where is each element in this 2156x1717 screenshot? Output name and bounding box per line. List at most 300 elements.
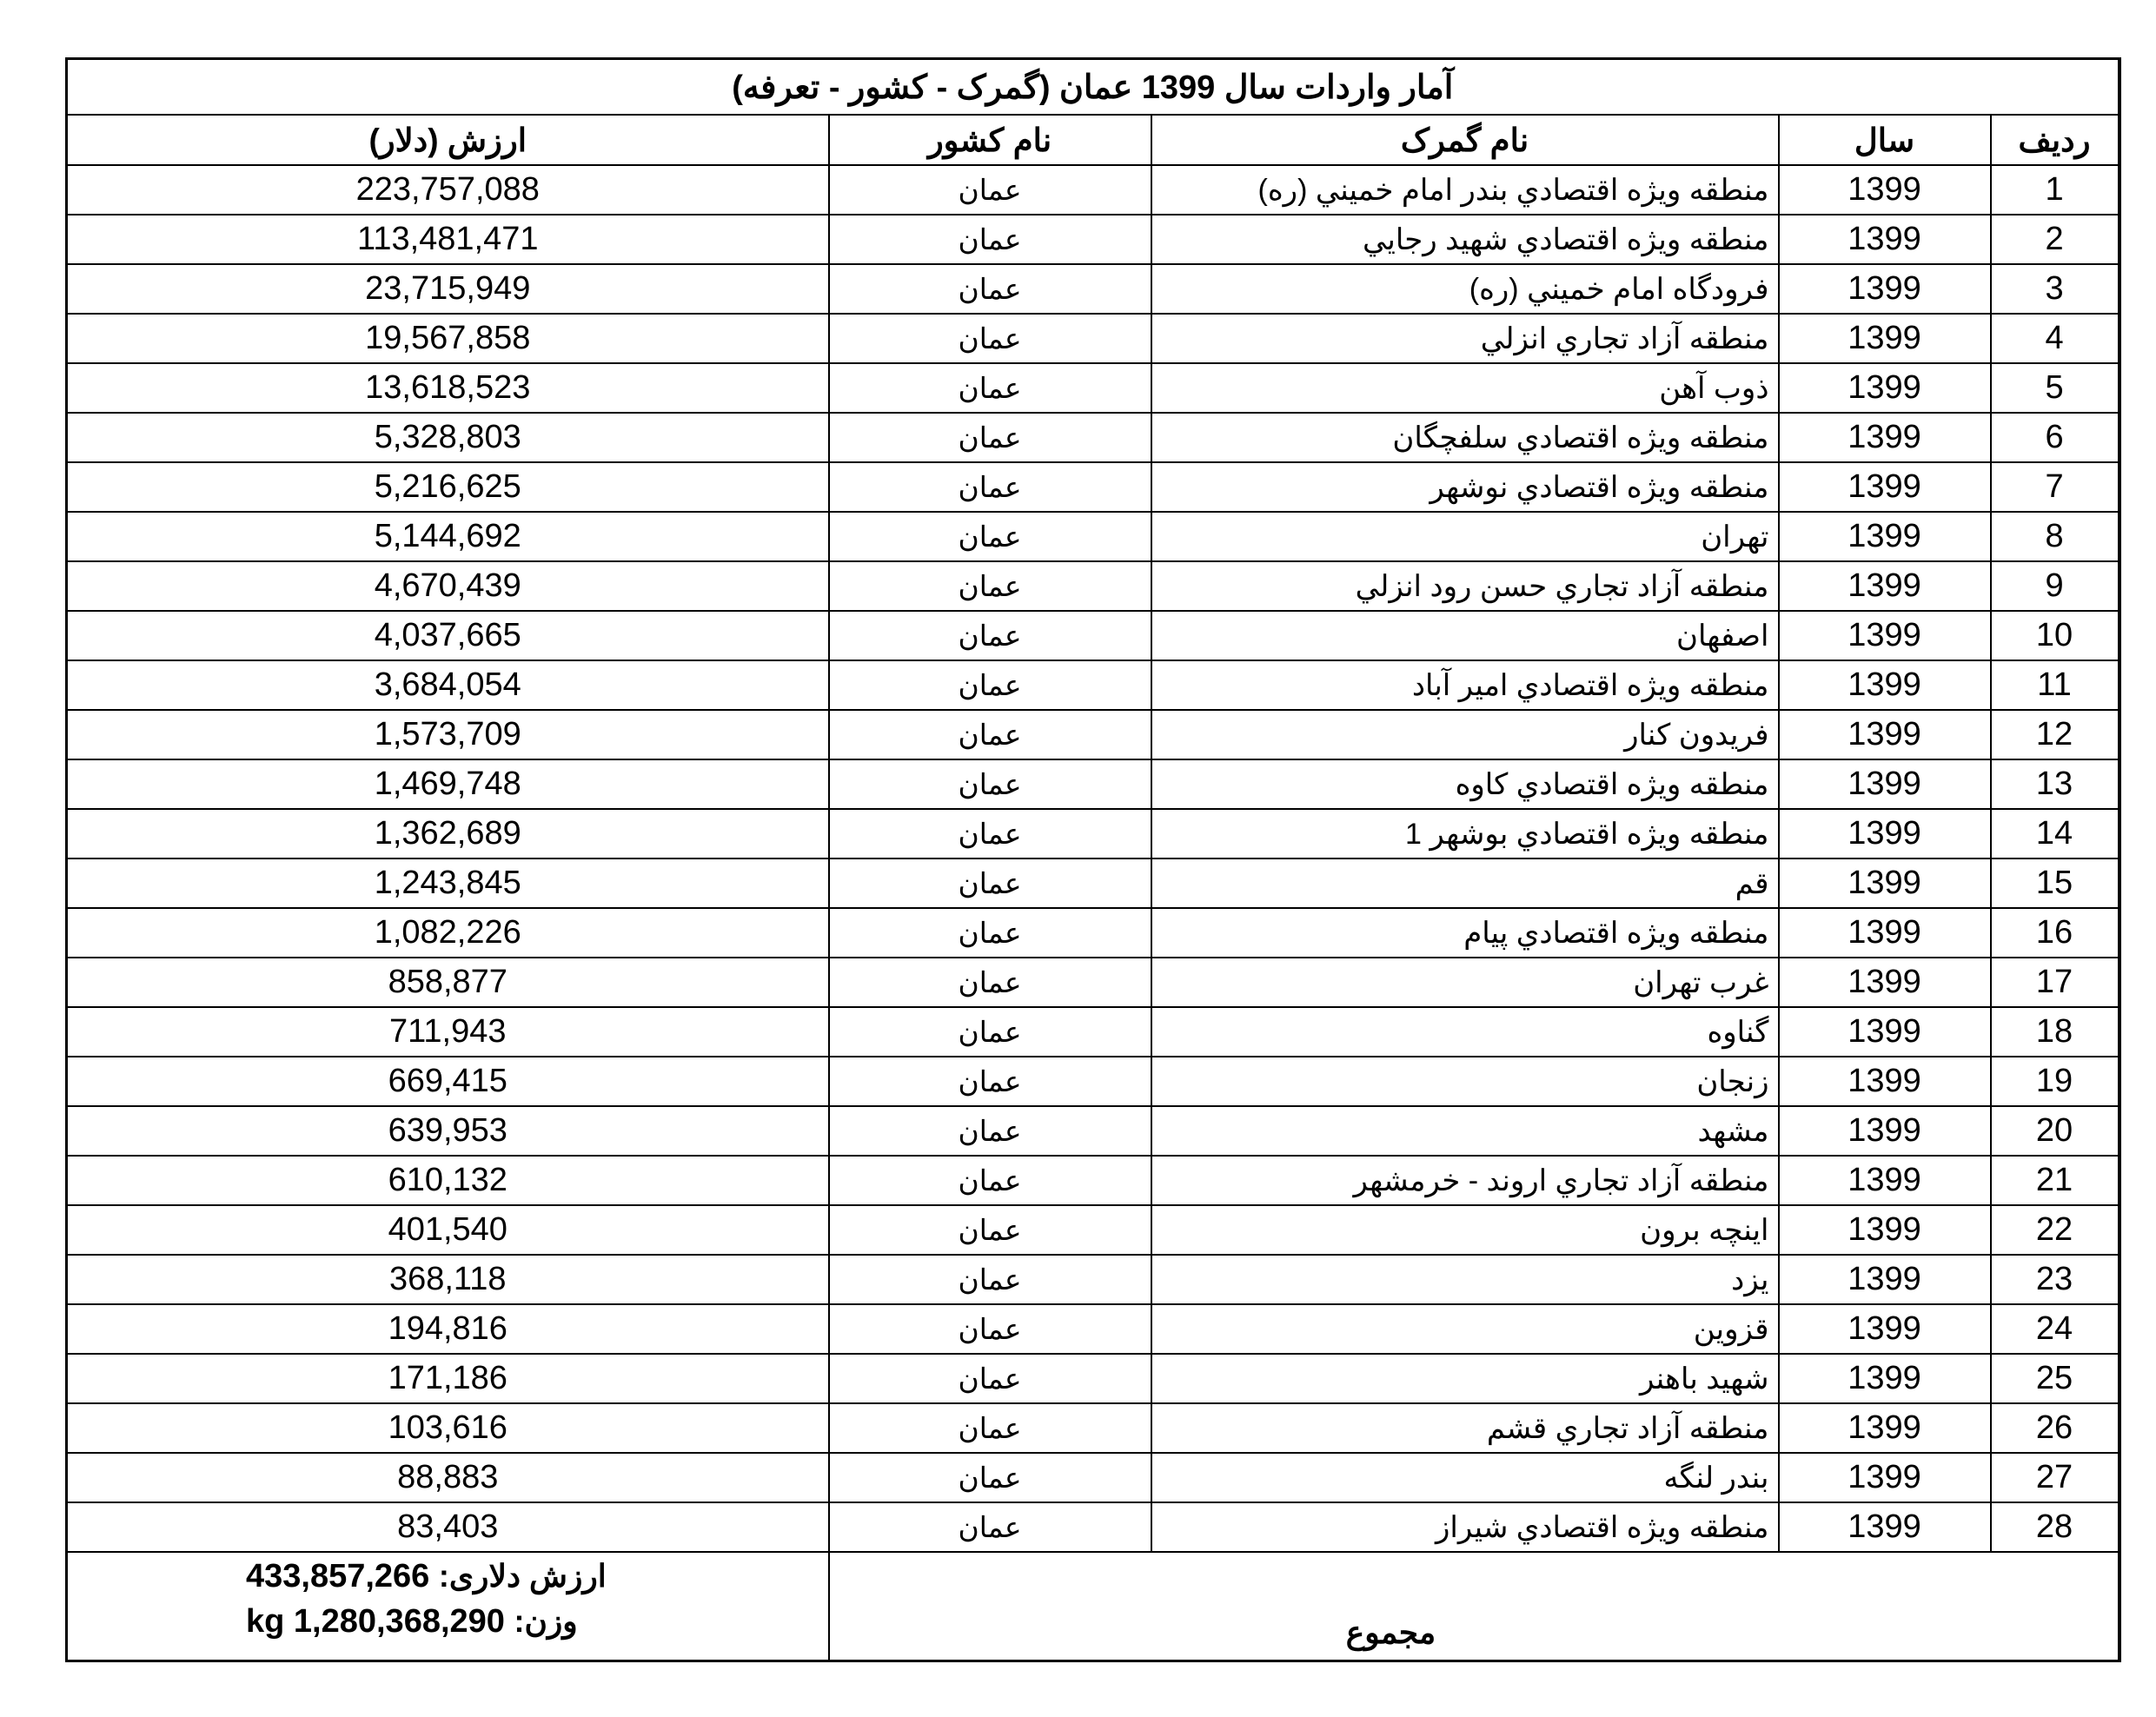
row-number-cell-text: 26 xyxy=(2035,1409,2073,1446)
row-number-cell xyxy=(1991,363,2120,413)
value-cell-text: 4,670,439 xyxy=(374,567,521,604)
row-number-cell-text: 21 xyxy=(2035,1162,2073,1198)
value-cell xyxy=(67,660,829,710)
customs-cell xyxy=(1151,1354,1779,1403)
customs-cell xyxy=(1151,512,1779,561)
country-cell xyxy=(829,512,1151,561)
row-number-cell-text: 14 xyxy=(2035,815,2073,852)
header-row-label: رديف xyxy=(2018,122,2091,158)
value-cell-text: 858,877 xyxy=(388,964,507,1000)
customs-cell-text: تهران xyxy=(1701,520,1769,554)
customs-cell-text: منطقه آزاد تجاري حسن رود انزلي xyxy=(1355,569,1769,603)
value-cell xyxy=(67,809,829,858)
value-cell-text: 401,540 xyxy=(388,1211,507,1248)
totals-values xyxy=(67,1552,829,1661)
year-cell xyxy=(1779,314,1991,363)
row-number-cell-text: 11 xyxy=(2037,666,2072,703)
customs-cell-text: منطقه ويژه اقتصادي پيام xyxy=(1463,916,1769,950)
country-cell xyxy=(829,660,1151,710)
year-cell-text: 1399 xyxy=(1848,865,1921,901)
customs-cell-text: بندر لنگه xyxy=(1663,1461,1769,1495)
country-cell xyxy=(829,809,1151,858)
value-cell xyxy=(67,1304,829,1354)
row-number-cell-text: 13 xyxy=(2035,766,2073,802)
row-number-cell xyxy=(1991,1156,2120,1205)
country-cell-text: عمان xyxy=(958,620,1022,652)
year-cell xyxy=(1779,413,1991,462)
country-cell xyxy=(829,1354,1151,1403)
table-row xyxy=(67,1354,2120,1403)
country-cell-text: عمان xyxy=(958,1065,1022,1097)
value-cell-text: 5,144,692 xyxy=(374,518,521,554)
year-cell xyxy=(1779,660,1991,710)
row-number-cell xyxy=(1991,165,2120,215)
value-cell-text: 223,757,088 xyxy=(355,171,540,208)
value-cell xyxy=(67,561,829,611)
customs-cell-text: منطقه ويژه اقتصادي بندر امام خميني (ره) xyxy=(1257,173,1769,207)
customs-cell-text: اصفهان xyxy=(1675,619,1769,653)
value-cell-text: 113,481,471 xyxy=(357,221,539,257)
year-cell xyxy=(1779,561,1991,611)
row-number-cell xyxy=(1991,611,2120,660)
row-number-cell-text: 28 xyxy=(2035,1508,2073,1545)
country-cell-text: عمان xyxy=(958,1115,1022,1147)
header-value xyxy=(67,115,829,165)
value-cell xyxy=(67,1453,829,1502)
country-cell-text: عمان xyxy=(958,818,1022,850)
value-cell-text: 23,715,949 xyxy=(365,270,531,307)
total-value-label: ارزش دلاری: xyxy=(438,1558,607,1594)
table-row xyxy=(67,809,2120,858)
country-cell-text: عمان xyxy=(958,669,1022,701)
value-cell xyxy=(67,413,829,462)
customs-cell xyxy=(1151,1255,1779,1304)
customs-cell xyxy=(1151,1205,1779,1255)
row-number-cell xyxy=(1991,1007,2120,1057)
value-cell xyxy=(67,958,829,1007)
row-number-cell xyxy=(1991,1403,2120,1453)
totals-label: مجموع xyxy=(1345,1614,1436,1650)
customs-cell xyxy=(1151,561,1779,611)
value-cell xyxy=(67,1106,829,1156)
year-cell xyxy=(1779,363,1991,413)
value-cell xyxy=(67,215,829,264)
year-cell-text: 1399 xyxy=(1848,716,1921,752)
country-cell xyxy=(829,413,1151,462)
imports-table xyxy=(65,57,2121,1662)
year-cell xyxy=(1779,1156,1991,1205)
country-cell xyxy=(829,710,1151,759)
value-cell xyxy=(67,264,829,314)
row-number-cell xyxy=(1991,710,2120,759)
year-cell xyxy=(1779,710,1991,759)
table-row xyxy=(67,215,2120,264)
header-row-number xyxy=(1991,115,2120,165)
value-cell-text: 88,883 xyxy=(397,1459,499,1495)
value-cell xyxy=(67,1502,829,1552)
customs-cell-text: زنجان xyxy=(1696,1064,1769,1098)
row-number-cell xyxy=(1991,908,2120,958)
country-cell-text: عمان xyxy=(958,1263,1022,1296)
total-weight: kg 1,280,368,290 xyxy=(246,1603,505,1640)
year-cell-text: 1399 xyxy=(1848,617,1921,653)
customs-cell xyxy=(1151,958,1779,1007)
value-cell-text: 1,362,689 xyxy=(374,815,521,852)
country-cell-text: عمان xyxy=(958,471,1022,503)
header-country xyxy=(829,115,1151,165)
country-cell-text: عمان xyxy=(958,1214,1022,1246)
customs-cell-text: قزوين xyxy=(1693,1312,1769,1346)
row-number-cell-text: 24 xyxy=(2035,1310,2073,1347)
year-cell-text: 1399 xyxy=(1848,1063,1921,1099)
customs-cell xyxy=(1151,908,1779,958)
country-cell-text: عمان xyxy=(958,1462,1022,1494)
value-cell-text: 1,573,709 xyxy=(374,716,521,752)
row-number-cell-text: 6 xyxy=(2045,419,2064,455)
customs-cell-text: منطقه ويژه اقتصادي نوشهر xyxy=(1430,470,1769,504)
value-cell xyxy=(67,1354,829,1403)
header-country-label: نام کشور xyxy=(927,122,1052,158)
country-cell-text: عمان xyxy=(958,570,1022,602)
year-cell-text: 1399 xyxy=(1848,270,1921,307)
country-cell xyxy=(829,908,1151,958)
row-number-cell xyxy=(1991,1106,2120,1156)
value-cell-text: 639,953 xyxy=(388,1112,507,1149)
table-row xyxy=(67,561,2120,611)
value-cell xyxy=(67,1007,829,1057)
customs-cell-text: منطقه ويژه اقتصادي شهيد رجايي xyxy=(1363,222,1769,256)
year-cell xyxy=(1779,809,1991,858)
country-cell xyxy=(829,1156,1151,1205)
country-cell-text: عمان xyxy=(958,273,1022,305)
value-cell-text: 1,469,748 xyxy=(374,766,521,802)
customs-cell xyxy=(1151,413,1779,462)
table-row xyxy=(67,462,2120,512)
year-cell xyxy=(1779,1453,1991,1502)
header-year-label: سال xyxy=(1854,122,1915,158)
country-cell-text: عمان xyxy=(958,223,1022,255)
year-cell xyxy=(1779,1502,1991,1552)
customs-cell-text: منطقه ويژه اقتصادي سلفچگان xyxy=(1392,421,1769,454)
row-number-cell-text: 12 xyxy=(2035,716,2073,752)
country-cell xyxy=(829,858,1151,908)
row-number-cell xyxy=(1991,1205,2120,1255)
table-row xyxy=(67,858,2120,908)
year-cell xyxy=(1779,1007,1991,1057)
row-number-cell xyxy=(1991,858,2120,908)
customs-cell xyxy=(1151,1007,1779,1057)
table-row xyxy=(67,1403,2120,1453)
year-cell-text: 1399 xyxy=(1848,1013,1921,1050)
country-cell xyxy=(829,1007,1151,1057)
country-cell-text: عمان xyxy=(958,322,1022,355)
value-cell-text: 13,618,523 xyxy=(365,369,531,406)
country-cell-text: عمان xyxy=(958,768,1022,800)
customs-cell-text: منطقه آزاد تجاري اروند - خرمشهر xyxy=(1353,1163,1769,1197)
value-cell-text: 171,186 xyxy=(388,1360,507,1396)
year-cell-text: 1399 xyxy=(1848,766,1921,802)
row-number-cell-text: 17 xyxy=(2035,964,2073,1000)
country-cell xyxy=(829,1205,1151,1255)
table-title-text: آمار واردات سال 1399 عمان (گمرک - کشور - تعرفه) xyxy=(732,69,1454,106)
row-number-cell xyxy=(1991,1453,2120,1502)
year-cell-text: 1399 xyxy=(1848,1508,1921,1545)
year-cell-text: 1399 xyxy=(1848,1261,1921,1297)
row-number-cell xyxy=(1991,958,2120,1007)
value-cell-text: 4,037,665 xyxy=(374,617,521,653)
table-row xyxy=(67,908,2120,958)
table-row xyxy=(67,1255,2120,1304)
year-cell xyxy=(1779,165,1991,215)
row-number-cell-text: 4 xyxy=(2045,320,2064,356)
header-value-label: ارزش (دلار) xyxy=(368,122,527,158)
customs-cell-text: اينچه برون xyxy=(1640,1213,1769,1247)
row-number-cell xyxy=(1991,215,2120,264)
value-cell-text: 3,684,054 xyxy=(374,666,521,703)
table-row xyxy=(67,611,2120,660)
total-weight-label: وزن: xyxy=(514,1603,578,1639)
row-number-cell-text: 10 xyxy=(2035,617,2073,653)
value-cell xyxy=(67,1205,829,1255)
customs-cell-text: منطقه ويژه اقتصادي امير آباد xyxy=(1411,668,1769,702)
header-customs xyxy=(1151,115,1779,165)
table-title xyxy=(67,59,2120,116)
header-year xyxy=(1779,115,1991,165)
row-number-cell xyxy=(1991,1354,2120,1403)
customs-cell xyxy=(1151,215,1779,264)
customs-cell-text: فرودگاه امام خميني (ره) xyxy=(1469,272,1769,306)
value-cell xyxy=(67,759,829,809)
table-row xyxy=(67,660,2120,710)
country-cell xyxy=(829,1304,1151,1354)
customs-cell-text: مشهد xyxy=(1697,1114,1769,1148)
customs-cell xyxy=(1151,710,1779,759)
row-number-cell xyxy=(1991,1255,2120,1304)
customs-cell-text: گناوه xyxy=(1707,1015,1769,1049)
year-cell-text: 1399 xyxy=(1848,815,1921,852)
table-row xyxy=(67,1453,2120,1502)
value-cell-text: 610,132 xyxy=(388,1162,507,1198)
total-value-line xyxy=(246,1558,607,1595)
country-cell xyxy=(829,165,1151,215)
row-number-cell xyxy=(1991,660,2120,710)
country-cell xyxy=(829,1502,1151,1552)
customs-cell-text: غرب تهران xyxy=(1633,965,1769,999)
header-row xyxy=(67,115,2120,165)
row-number-cell-text: 3 xyxy=(2045,270,2064,307)
customs-cell xyxy=(1151,611,1779,660)
country-cell xyxy=(829,759,1151,809)
customs-cell-text: منطقه آزاد تجاري قشم xyxy=(1486,1411,1769,1445)
year-cell xyxy=(1779,1255,1991,1304)
row-number-cell-text: 9 xyxy=(2045,567,2064,604)
year-cell xyxy=(1779,858,1991,908)
totals-row xyxy=(67,1552,2120,1661)
row-number-cell xyxy=(1991,561,2120,611)
customs-cell xyxy=(1151,809,1779,858)
customs-cell xyxy=(1151,1502,1779,1552)
customs-cell-text: منطقه ويژه اقتصادي شيراز xyxy=(1435,1510,1769,1544)
customs-cell xyxy=(1151,1304,1779,1354)
customs-cell xyxy=(1151,264,1779,314)
value-cell-text: 83,403 xyxy=(397,1508,499,1545)
year-cell xyxy=(1779,264,1991,314)
year-cell xyxy=(1779,1205,1991,1255)
value-cell-text: 711,943 xyxy=(388,1013,507,1050)
country-cell-text: عمان xyxy=(958,966,1022,998)
country-cell xyxy=(829,1453,1151,1502)
country-cell xyxy=(829,462,1151,512)
table-row xyxy=(67,165,2120,215)
year-cell xyxy=(1779,759,1991,809)
table-row xyxy=(67,1205,2120,1255)
value-cell-text: 1,243,845 xyxy=(374,865,521,901)
table-row xyxy=(67,1106,2120,1156)
value-cell-text: 669,415 xyxy=(388,1063,507,1099)
customs-cell-text: فريدون كنار xyxy=(1624,718,1769,752)
value-cell-text: 368,118 xyxy=(388,1261,507,1297)
value-cell-text: 5,216,625 xyxy=(374,468,521,505)
country-cell xyxy=(829,314,1151,363)
totals-label-cell xyxy=(829,1552,2120,1661)
year-cell-text: 1399 xyxy=(1848,369,1921,406)
year-cell-text: 1399 xyxy=(1848,1162,1921,1198)
table-row xyxy=(67,413,2120,462)
year-cell-text: 1399 xyxy=(1848,171,1921,208)
customs-cell xyxy=(1151,462,1779,512)
year-cell-text: 1399 xyxy=(1848,914,1921,951)
table-row xyxy=(67,1156,2120,1205)
row-number-cell-text: 16 xyxy=(2035,914,2073,951)
value-cell xyxy=(67,314,829,363)
table-row xyxy=(67,1502,2120,1552)
year-cell-text: 1399 xyxy=(1848,468,1921,505)
row-number-cell xyxy=(1991,809,2120,858)
row-number-cell xyxy=(1991,413,2120,462)
row-number-cell-text: 25 xyxy=(2035,1360,2073,1396)
row-number-cell xyxy=(1991,264,2120,314)
customs-cell xyxy=(1151,759,1779,809)
row-number-cell xyxy=(1991,1057,2120,1106)
country-cell-text: عمان xyxy=(958,174,1022,206)
country-cell-text: عمان xyxy=(958,1412,1022,1444)
value-cell-text: 194,816 xyxy=(388,1310,507,1347)
customs-cell-text: شهيد باهنر xyxy=(1640,1362,1769,1395)
customs-cell xyxy=(1151,660,1779,710)
row-number-cell xyxy=(1991,1304,2120,1354)
customs-cell xyxy=(1151,1156,1779,1205)
country-cell-text: عمان xyxy=(958,1362,1022,1395)
country-cell-text: عمان xyxy=(958,867,1022,899)
country-cell xyxy=(829,264,1151,314)
table-row xyxy=(67,314,2120,363)
total-value: 433,857,266 xyxy=(246,1558,430,1594)
value-cell xyxy=(67,165,829,215)
value-cell xyxy=(67,363,829,413)
year-cell xyxy=(1779,512,1991,561)
customs-cell-text: منطقه آزاد تجاري انزلي xyxy=(1480,322,1769,355)
country-cell xyxy=(829,215,1151,264)
year-cell xyxy=(1779,1354,1991,1403)
year-cell-text: 1399 xyxy=(1848,518,1921,554)
value-cell xyxy=(67,858,829,908)
year-cell-text: 1399 xyxy=(1848,221,1921,257)
year-cell-text: 1399 xyxy=(1848,1409,1921,1446)
value-cell xyxy=(67,908,829,958)
value-cell xyxy=(67,1403,829,1453)
value-cell xyxy=(67,1156,829,1205)
country-cell-text: عمان xyxy=(958,372,1022,404)
country-cell xyxy=(829,561,1151,611)
year-cell xyxy=(1779,1403,1991,1453)
value-cell-text: 1,082,226 xyxy=(374,914,521,951)
customs-cell-text: يزد xyxy=(1731,1263,1769,1296)
row-number-cell-text: 15 xyxy=(2035,865,2073,901)
country-cell-text: عمان xyxy=(958,1164,1022,1197)
year-cell-text: 1399 xyxy=(1848,1310,1921,1347)
country-cell xyxy=(829,1403,1151,1453)
value-cell-text: 5,328,803 xyxy=(374,419,521,455)
row-number-cell-text: 7 xyxy=(2045,468,2064,505)
country-cell-text: عمان xyxy=(958,1313,1022,1345)
customs-cell xyxy=(1151,165,1779,215)
year-cell-text: 1399 xyxy=(1848,1459,1921,1495)
table-row xyxy=(67,363,2120,413)
country-cell xyxy=(829,1106,1151,1156)
year-cell-text: 1399 xyxy=(1848,666,1921,703)
customs-cell xyxy=(1151,314,1779,363)
year-cell-text: 1399 xyxy=(1848,1360,1921,1396)
table-row xyxy=(67,512,2120,561)
row-number-cell xyxy=(1991,512,2120,561)
year-cell xyxy=(1779,958,1991,1007)
year-cell xyxy=(1779,611,1991,660)
country-cell xyxy=(829,1255,1151,1304)
year-cell-text: 1399 xyxy=(1848,1211,1921,1248)
year-cell xyxy=(1779,462,1991,512)
row-number-cell-text: 8 xyxy=(2045,518,2064,554)
country-cell-text: عمان xyxy=(958,719,1022,751)
year-cell xyxy=(1779,215,1991,264)
customs-cell xyxy=(1151,1106,1779,1156)
country-cell-text: عمان xyxy=(958,1511,1022,1543)
year-cell-text: 1399 xyxy=(1848,567,1921,604)
row-number-cell-text: 22 xyxy=(2035,1211,2073,1248)
table-row xyxy=(67,759,2120,809)
table-row xyxy=(67,710,2120,759)
value-cell xyxy=(67,611,829,660)
row-number-cell-text: 20 xyxy=(2035,1112,2073,1149)
country-cell xyxy=(829,958,1151,1007)
table-row xyxy=(67,1304,2120,1354)
customs-cell xyxy=(1151,1057,1779,1106)
customs-cell-text: ذوب آهن xyxy=(1659,371,1769,405)
customs-cell xyxy=(1151,1453,1779,1502)
year-cell-text: 1399 xyxy=(1848,1112,1921,1149)
year-cell xyxy=(1779,1304,1991,1354)
table-row xyxy=(67,958,2120,1007)
year-cell xyxy=(1779,1106,1991,1156)
row-number-cell xyxy=(1991,1502,2120,1552)
country-cell xyxy=(829,1057,1151,1106)
value-cell-text: 19,567,858 xyxy=(365,320,531,356)
value-cell xyxy=(67,512,829,561)
value-cell xyxy=(67,710,829,759)
table-row xyxy=(67,264,2120,314)
row-number-cell-text: 18 xyxy=(2035,1013,2073,1050)
customs-cell xyxy=(1151,1403,1779,1453)
year-cell-text: 1399 xyxy=(1848,320,1921,356)
